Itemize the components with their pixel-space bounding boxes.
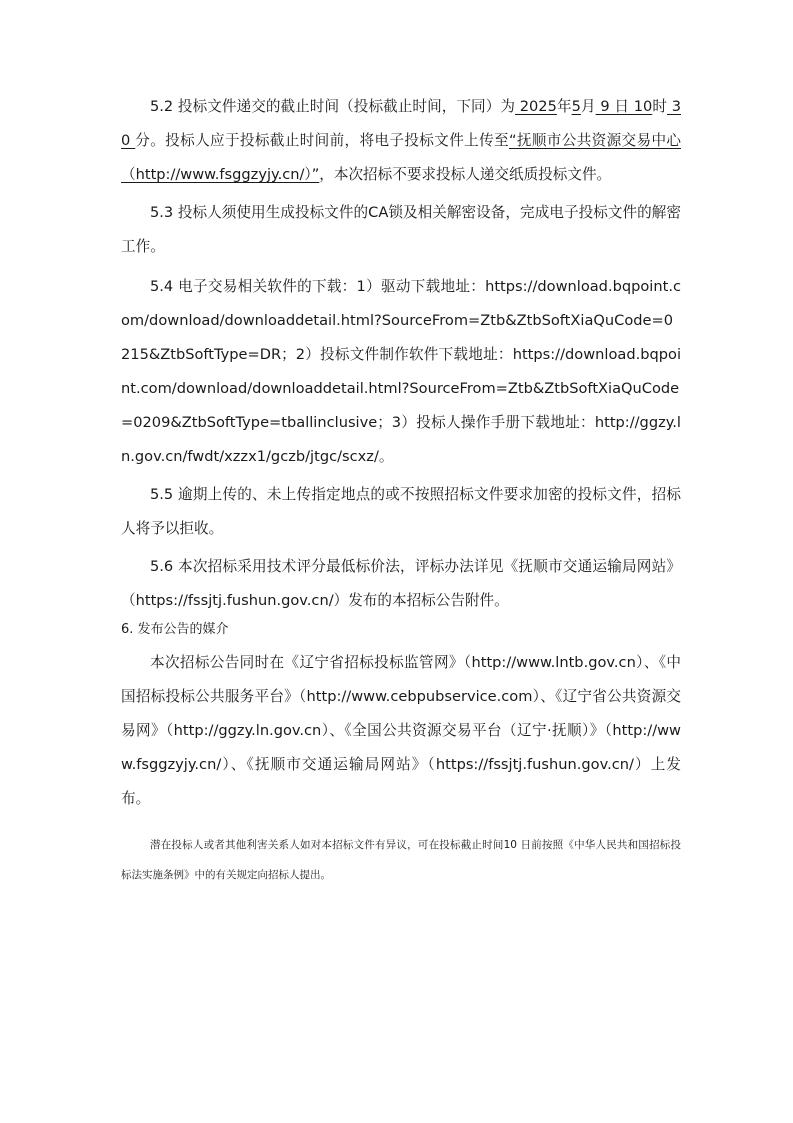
section-6-title: 6. 发布公告的媒介 <box>121 622 229 637</box>
clause-5-3: 5.3 投标人须使用生成投标文件的CA锁及相关解密设备，完成电子投标文件的解密工作。 <box>121 204 681 255</box>
clause-5-2 <box>121 90 681 192</box>
hour-label: 时 <box>652 98 667 115</box>
year-suffix: 年 <box>556 98 572 115</box>
document-body <box>121 90 681 890</box>
clause-5-2-upload: 分。投标人应于投标截止时间前，将电子投标文件上传至 <box>135 132 509 149</box>
deadline-year: 2025 <box>515 98 557 115</box>
deadline-day-hour: 9 日 10 <box>595 98 653 115</box>
deadline-month: 5 <box>571 98 581 115</box>
section-6-body: 本次招标公告同时在《辽宁省招标投标监管网》（http://www.lntb.gov.cn）、《中国招标投标公共服务平台》（http://www.cebpubservice.com）、《辽宁省公共资源交易网》（http://ggzy.ln.gov.cn）、《全国公共资源交易平台（辽宁·抚顺）》（http://www.fsggzyjy.cn/）、《抚顺市交通运输局网站》（https://fssjtj.fushun.gov.cn/）上发布。 <box>121 654 681 807</box>
clause-5-2-tail: ，本次招标不要求投标人递交纸质投标文件。 <box>319 166 612 183</box>
clause-5-2-intro: 5.2 投标文件递交的截止时间（投标截止时间，下同）为 <box>150 98 516 115</box>
month-suffix: 月 <box>580 98 596 115</box>
clause-5-5: 5.5 逾期上传的、未上传指定地点的或不按照招标文件要求加密的投标文件，招标人将予以拒收。 <box>121 486 681 537</box>
clause-5-6: 5.6 本次招标采用技术评分最低标价法，评标办法详见《抚顺市交通运输局网站》（https://fssjtj.fushun.gov.cn/）发布的本招标公告附件。 <box>121 558 681 609</box>
objection-note: 潜在投标人或者其他利害关系人如对本招标文件有异议，可在投标截止时间10 日前按照《中华人民共和国招标投标法实施条例》中的有关规定向招标人提出。 <box>121 839 681 881</box>
clause-5-4: 5.4 电子交易相关软件的下载：1）驱动下载地址：https://download.bqpoint.com/download/downloaddetail.html?SourceFrom=Ztb&ZtbSoftXiaQuCode=0215&ZtbSoftType=DR；2）投标文件制作软件下载地址：https://download.bqpoint.com/download/downloaddetail.html?SourceFrom=Ztb&ZtbSoftXiaQuCode=0209&ZtbSoftType=tballinclusive；3）投标人操作手册下载地址：http://ggzy.ln.gov.cn/fwdt/xzzx1/gczb/jtgc/scxz/。 <box>121 278 681 465</box>
deadline-minute: 30 <box>121 98 681 149</box>
upload-venue: “抚顺市公共资源交易中心（http://www.fsggzyjy.cn/）” <box>121 132 681 183</box>
